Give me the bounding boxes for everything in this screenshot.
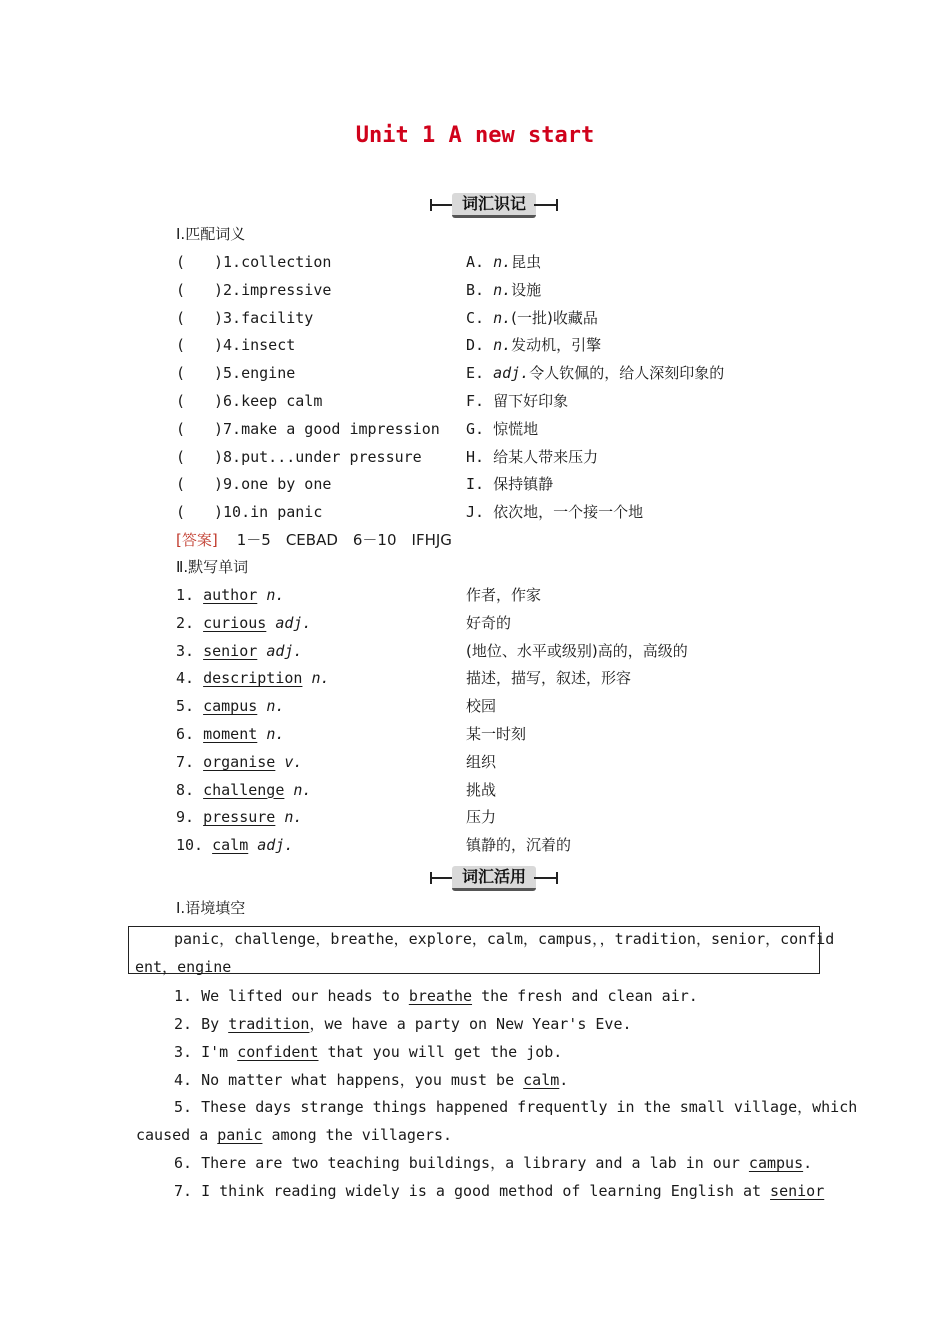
match-word: make a good impression [241, 419, 440, 438]
write-item [176, 752, 302, 772]
write-meaning: 作者，作家 [466, 586, 542, 604]
sentence-text: These days strange things happened frequently in the small village，which [201, 1098, 858, 1116]
write-item [176, 641, 302, 661]
sentence [174, 1070, 568, 1090]
write-number: 3. [176, 641, 195, 660]
word-bank-box [128, 926, 835, 976]
option-meaning: 惊慌地 [493, 419, 539, 438]
write-answer: challenge [203, 780, 285, 799]
section-heading-match: Ⅰ.匹配词义 [176, 225, 246, 243]
answer-label: [答案] [176, 531, 218, 549]
section-heading-write: Ⅱ.默写单词 [176, 558, 249, 576]
write-item [176, 668, 330, 688]
match-close-paren: ) [214, 308, 224, 327]
match-word: in panic [250, 503, 323, 522]
match-close-paren: ) [214, 253, 224, 271]
match-number: 4. [223, 336, 242, 355]
sentence-answer: confident [237, 1043, 319, 1061]
match-option [466, 391, 568, 411]
sentence-text: By [201, 1015, 220, 1033]
answer-line [176, 530, 452, 550]
match-close-paren: ) [214, 475, 224, 494]
option-letter: C. [466, 308, 485, 327]
match-open-paren: ( [176, 447, 186, 466]
sentence-answer: campus [748, 1154, 804, 1172]
option-meaning: (一批)收藏品 [511, 308, 598, 327]
sentence [174, 986, 698, 1006]
write-meaning: 好奇的 [466, 613, 512, 632]
sentence-number: 7. [174, 1182, 193, 1200]
word-bank-line1: panic，challenge，breathe，explore，calm，campus，，tradition，senior，confid [174, 930, 835, 948]
match-word: keep calm [241, 392, 323, 410]
match-word: facility [241, 308, 314, 327]
write-item [176, 835, 293, 855]
write-answer: senior [203, 641, 258, 660]
sentence [174, 1014, 632, 1034]
match-option [466, 363, 724, 383]
match-number: 9. [223, 475, 242, 494]
match-open-paren: ( [176, 419, 186, 438]
match-open-paren: ( [176, 308, 186, 327]
write-pos: n. [293, 780, 312, 799]
match-item [214, 502, 322, 522]
option-letter: J. [466, 503, 485, 522]
banner-label: 词汇活用 [452, 866, 536, 891]
write-meaning: 某一时刻 [466, 725, 527, 743]
sentence-text-after: ，we have a party on New Year's Eve. [309, 1015, 632, 1033]
section-banner-vocab-memory [430, 193, 558, 217]
sentence-answer: senior [770, 1182, 825, 1200]
option-pos: n. [493, 253, 512, 271]
banner-label: 词汇识记 [452, 193, 536, 218]
write-pos: adj. [275, 613, 312, 632]
option-letter: A. [466, 253, 485, 271]
match-open-paren: ( [176, 253, 186, 271]
match-option [466, 447, 598, 467]
option-meaning: 依次地，一个接一个地 [493, 503, 644, 522]
option-meaning: 发动机，引擎 [511, 336, 602, 355]
sentence-text: I think reading widely is a good method of learning English at [201, 1182, 762, 1200]
sentence-text: No matter what happens，you must be [201, 1071, 515, 1089]
sentence-text-after: . [803, 1154, 813, 1172]
write-number: 8. [176, 780, 195, 799]
match-number: 6. [223, 392, 242, 410]
option-meaning: 给某人带来压力 [493, 447, 599, 466]
match-item [214, 419, 440, 439]
match-option [466, 502, 643, 522]
write-meaning: 压力 [466, 808, 497, 827]
page-title: Unit 1 A new start [355, 123, 595, 148]
sentence [174, 1042, 562, 1062]
write-meaning: 描述，描写，叙述，形容 [466, 669, 632, 688]
option-letter: E. [466, 364, 485, 383]
write-number: 10. [176, 836, 204, 855]
write-answer: campus [203, 697, 258, 716]
match-option [466, 335, 601, 355]
match-item [214, 252, 331, 272]
match-close-paren: ) [214, 392, 224, 410]
write-pos: n. [266, 725, 285, 743]
sentence [174, 1153, 812, 1173]
sentence-text: We lifted our heads to [201, 987, 400, 1005]
word-bank-line2: ent，engine [135, 958, 232, 976]
write-pos: n. [266, 586, 285, 604]
match-open-paren: ( [176, 364, 186, 383]
option-letter: F. [466, 392, 485, 410]
option-meaning: 留下好印象 [493, 392, 569, 410]
match-close-paren: ) [214, 447, 224, 466]
match-number: 10. [223, 503, 251, 522]
option-letter: H. [466, 447, 485, 466]
sentence-number: 2. [174, 1015, 193, 1033]
write-number: 5. [176, 697, 195, 716]
option-pos: adj. [493, 364, 530, 383]
write-number: 9. [176, 808, 195, 827]
write-item [176, 696, 284, 716]
match-item [214, 391, 322, 411]
sentence-answer: breathe [408, 987, 473, 1005]
match-close-paren: ) [214, 364, 224, 383]
match-number: 8. [223, 447, 242, 466]
match-word: impressive [241, 280, 332, 299]
write-answer: description [203, 669, 303, 688]
option-meaning: 设施 [511, 280, 542, 299]
match-open-paren: ( [176, 280, 186, 299]
sentence-text: caused a [136, 1126, 218, 1144]
sentence-answer: calm [523, 1071, 560, 1089]
match-word: insect [241, 336, 296, 355]
match-word: collection [241, 253, 332, 271]
write-number: 2. [176, 613, 195, 632]
write-pos: adj. [257, 836, 294, 855]
option-letter: D. [466, 336, 485, 355]
write-meaning: 组织 [466, 752, 497, 771]
option-meaning: 令人钦佩的，给人深刻印象的 [529, 364, 725, 383]
sentence-text-after: among the villagers. [271, 1126, 453, 1144]
write-answer: moment [203, 725, 258, 743]
match-word: one by one [241, 475, 332, 494]
sentence-number: 6. [174, 1154, 193, 1172]
sentence-number: 4. [174, 1071, 193, 1089]
write-item [176, 724, 284, 744]
section-heading-fill: Ⅰ.语境填空 [176, 899, 246, 917]
option-meaning: 昆虫 [511, 253, 542, 271]
match-number: 2. [223, 280, 242, 299]
match-option [466, 474, 553, 494]
match-word: engine [241, 364, 296, 383]
section-banner-vocab-use [430, 866, 558, 890]
option-pos: n. [493, 336, 512, 355]
sentence-text: I'm [201, 1043, 229, 1061]
write-answer: author [203, 586, 258, 604]
write-item [176, 585, 284, 605]
option-pos: n. [493, 280, 512, 299]
sentence-text-after: that you will get the job. [327, 1043, 563, 1061]
match-number: 3. [223, 308, 242, 327]
write-answer: calm [212, 836, 249, 855]
write-pos: n. [266, 697, 285, 716]
match-item [214, 280, 331, 300]
option-letter: I. [466, 475, 485, 494]
match-open-paren: ( [176, 475, 186, 494]
write-meaning: 校园 [466, 697, 497, 716]
option-letter: G. [466, 419, 485, 438]
write-item [176, 780, 311, 800]
write-number: 1. [176, 586, 195, 604]
match-word: put...under pressure [241, 447, 422, 466]
match-close-paren: ) [214, 336, 224, 355]
match-number: 1. [223, 253, 242, 271]
write-pos: n. [284, 808, 303, 827]
match-option [466, 280, 541, 300]
match-number: 5. [223, 364, 242, 383]
write-meaning: 镇静的，沉着的 [466, 836, 572, 855]
sentence-number: 5. [174, 1098, 193, 1116]
sentence-answer: tradition [228, 1015, 310, 1033]
write-meaning: (地位、水平或级别)高的，高级的 [466, 641, 688, 660]
sentence-number: 3. [174, 1043, 193, 1061]
sentence [174, 1097, 857, 1117]
write-answer: pressure [203, 808, 276, 827]
write-number: 4. [176, 669, 195, 688]
match-item [214, 335, 295, 355]
match-open-paren: ( [176, 392, 186, 410]
match-close-paren: ) [214, 503, 224, 522]
write-pos: adj. [266, 641, 303, 660]
match-item [214, 308, 313, 328]
option-pos: n. [493, 308, 512, 327]
match-close-paren: ) [214, 419, 224, 438]
write-pos: v. [284, 752, 303, 771]
sentence-text-after: the fresh and clean air. [481, 987, 698, 1005]
match-item [214, 474, 331, 494]
match-item [214, 363, 295, 383]
sentence-text: There are two teaching buildings，a library and a lab in our [201, 1154, 740, 1172]
sentence-text-after: . [559, 1071, 569, 1089]
sentence-continued [136, 1125, 452, 1145]
sentence-answer: panic [217, 1126, 263, 1144]
write-number: 7. [176, 752, 195, 771]
match-item [214, 447, 422, 467]
write-number: 6. [176, 725, 195, 743]
write-answer: curious [203, 613, 267, 632]
sentence-number: 1. [174, 987, 193, 1005]
match-option [466, 419, 538, 439]
match-number: 7. [223, 419, 242, 438]
match-option [466, 252, 541, 272]
option-meaning: 保持镇静 [493, 475, 554, 494]
write-pos: n. [311, 669, 330, 688]
write-item [176, 613, 311, 633]
match-open-paren: ( [176, 336, 186, 355]
sentence [174, 1181, 824, 1201]
match-close-paren: ) [214, 280, 224, 299]
option-letter: B. [466, 280, 485, 299]
write-answer: organise [203, 752, 276, 771]
answer-text: 1－5 CEBAD 6－10 IFHJG [236, 531, 452, 549]
write-item [176, 807, 302, 827]
match-option [466, 308, 598, 328]
write-meaning: 挑战 [466, 780, 497, 799]
match-open-paren: ( [176, 503, 186, 522]
